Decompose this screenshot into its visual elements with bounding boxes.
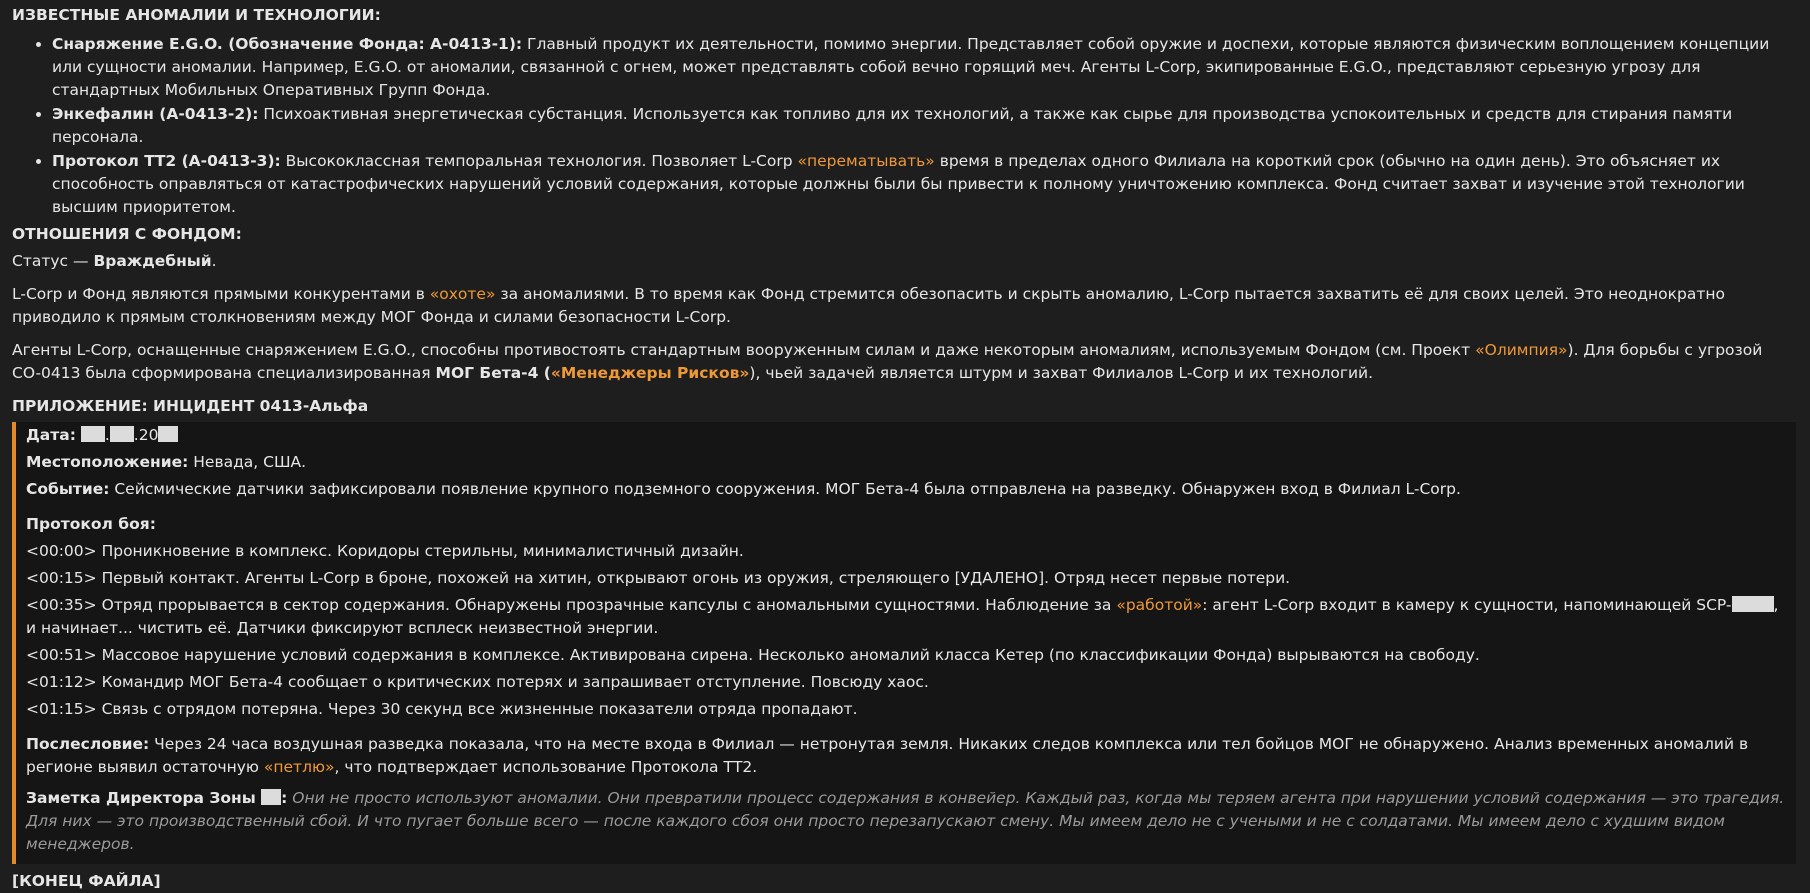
item-title: Снаряжение E.G.O. (Обозначение Фонда: A-0413-1): bbox=[52, 35, 523, 53]
item-title: Энкефалин (A-0413-2): bbox=[52, 105, 259, 123]
text: за аномалиями. В то время как Фонд стремится обезопасить и скрыть аномалию, L-Corp пытается захватить её для своих целей. Это неоднократно приводило к прямым столкновениям между МОГ Фонда и силами безопасности L-Corp. bbox=[12, 285, 1725, 326]
relations-paragraph-1 bbox=[12, 283, 1796, 329]
text: ), чьей задачей является штурм и захват Филиалов L-Corp и их технологий. bbox=[749, 364, 1374, 382]
appendix-heading: ПРИЛОЖЕНИЕ: ИНЦИДЕНТ 0413-Альфа bbox=[12, 397, 369, 415]
text: ). Для борьбы с угрозой CO-0413 была сформирована специализированная bbox=[12, 341, 1763, 382]
text: Агенты L-Corp, оснащенные снаряжением E.G.O., способны противостоять стандартным вооруженным силам и даже некоторым аномалиям, используемым Фондом (см. Проект bbox=[12, 341, 1476, 359]
log-entry: <00:15> Первый контакт. Агенты L-Corp в броне, похожей на хитин, открывают огонь из оружия, стреляющего [УДАЛЕНО]. Отряд несет первые потери. bbox=[26, 569, 1291, 587]
status-prefix: Статус — bbox=[12, 252, 94, 270]
afterword-label: Послесловие: bbox=[26, 735, 150, 753]
item-text: Главный продукт их деятельности, помимо энергии. Представляет собой оружие и доспехи, которые являются физическим воплощением концепции или сущности аномалии. Например, E.G.O. от аномалии, связанной с огнем, может представлять собой вечно горящий меч. Агенты L-Corp, экипированные E.G.O., представляют серьезную угрозу для стандартных Мобильных Оперативных Групп Фонда. bbox=[52, 35, 1770, 99]
log-entry: <01:15> Связь с отрядом потеряна. Через 30 секунд все жизненные показатели отряда пропадают. bbox=[26, 700, 858, 718]
end-of-file: [КОНЕЦ ФАЙЛА] bbox=[12, 872, 161, 890]
event-value: Сейсмические датчики зафиксировали появление крупного подземного сооружения. МОГ Бета-4 была отправлена на разведку. Обнаружен вход в Филиал L-Corp. bbox=[109, 480, 1461, 498]
redacted-block bbox=[261, 789, 281, 805]
incident-blockquote bbox=[12, 422, 1796, 864]
text: L-Corp и Фонд являются прямыми конкурентами в bbox=[12, 285, 430, 303]
director-note bbox=[26, 787, 1788, 856]
log-entry: <00:51> Массовое нарушение условий содержания в комплексе. Активирована сирена. Несколько аномалий класса Кетер (по классификации Фонда) вырываются на свободу. bbox=[26, 646, 1480, 664]
redacted-block bbox=[110, 426, 134, 442]
log-entry bbox=[26, 594, 1788, 640]
item-text: время в пределах одного Филиала на короткий срок (обычно на один день). Это объясняет их способность оправляться от катастрофических нарушений условий содержания, которые должны были бы привести к полному уничтожению комплекса. Фонд считает захват и изучение этой технологии высшим приоритетом. bbox=[52, 152, 1745, 216]
text: , что подтверждает использование Протокола ТТ2. bbox=[334, 758, 758, 776]
redacted-block bbox=[158, 426, 178, 442]
date-label: Дата: bbox=[26, 426, 76, 444]
highlight-loop: «петлю» bbox=[263, 758, 335, 776]
date-separator: . bbox=[104, 426, 110, 444]
relations-heading: ОТНОШЕНИЯ С ФОНДОМ: bbox=[12, 225, 242, 243]
highlight-hunt: «охоте» bbox=[429, 285, 496, 303]
note-text: Они не просто используют аномалии. Они превратили процесс содержания в конвейер. Каждый раз, когда мы теряем агента при нарушении условий содержания — это трагедия. Для них — это производственный сбой. И что пугает больше всего — после каждого сбоя они просто перезапускают смену. Мы имеем дело не с учеными и не с солдатами. Мы имеем дело с худшим видом менеджеров. bbox=[26, 789, 1785, 853]
text: Через 24 часа воздушная разведка показала, что на месте входа в Филиал — нетронутая земля. Никаких следов комплекса или тел бойцов МОГ не обнаружено. Анализ временных аномалий в регионе выявил остаточную bbox=[26, 735, 1749, 776]
text: , и начинает... чистить её. Датчики фиксируют всплеск неизвестной энергии. bbox=[26, 596, 1779, 637]
date-separator: .20 bbox=[133, 426, 159, 444]
item-text: Психоактивная энергетическая субстанция. Используется как топливо для их технологий, а также как сырье для производства успокоительных и средств для стирания памяти персонала. bbox=[52, 105, 1733, 146]
relations-paragraph-2 bbox=[12, 339, 1796, 385]
log-entry: <01:12> Командир МОГ Бета-4 сообщает о критических потерях и запрашивает отступление. Повсюду хаос. bbox=[26, 673, 929, 691]
afterword bbox=[26, 733, 1788, 779]
date-line bbox=[26, 424, 1788, 447]
highlight-rewind: «перематывать» bbox=[797, 152, 935, 170]
text: : агент L-Corp входит в камеру к сущности, напоминающей SCP- bbox=[1202, 596, 1732, 614]
location-line bbox=[26, 451, 1788, 474]
item-text: Высококлассная темпоральная технология. Позволяет L-Corp bbox=[280, 152, 798, 170]
status-suffix: . bbox=[211, 252, 217, 270]
link-olympia[interactable]: «Олимпия» bbox=[1475, 341, 1568, 359]
highlight-risk-managers: «Менеджеры Рисков» bbox=[550, 364, 750, 382]
log-entry: <00:00> Проникновение в комплекс. Коридоры стерильны, минималистичный дизайн. bbox=[26, 542, 744, 560]
event-line bbox=[26, 478, 1788, 501]
redacted-block bbox=[1732, 596, 1774, 612]
note-colon: : bbox=[281, 789, 288, 807]
log-label bbox=[26, 513, 1788, 536]
list-item bbox=[52, 33, 1796, 102]
text: <00:35> Отряд прорывается в сектор содержания. Обнаружены прозрачные капсулы с аномальными сущностями. Наблюдение за bbox=[26, 596, 1117, 614]
location-label: Местоположение: bbox=[26, 453, 189, 471]
highlight-work: «работой» bbox=[1116, 596, 1203, 614]
log-label-text: Протокол боя: bbox=[26, 515, 156, 533]
anomalies-heading: ИЗВЕСТНЫЕ АНОМАЛИИ И ТЕХНОЛОГИИ: bbox=[12, 6, 381, 24]
note-label: Заметка Директора Зоны bbox=[26, 789, 262, 807]
list-item bbox=[52, 103, 1796, 149]
item-title: Протокол ТТ2 (A-0413-3): bbox=[52, 152, 281, 170]
text: ( bbox=[538, 364, 551, 382]
redacted-block bbox=[81, 426, 105, 442]
status-value: Враждебный bbox=[93, 252, 212, 270]
mtf-name: МОГ Бета-4 bbox=[435, 364, 539, 382]
event-label: Событие: bbox=[26, 480, 110, 498]
status-line bbox=[12, 250, 1796, 273]
location-value: Невада, США. bbox=[188, 453, 307, 471]
list-item bbox=[52, 150, 1796, 219]
anomalies-list bbox=[12, 33, 1796, 219]
